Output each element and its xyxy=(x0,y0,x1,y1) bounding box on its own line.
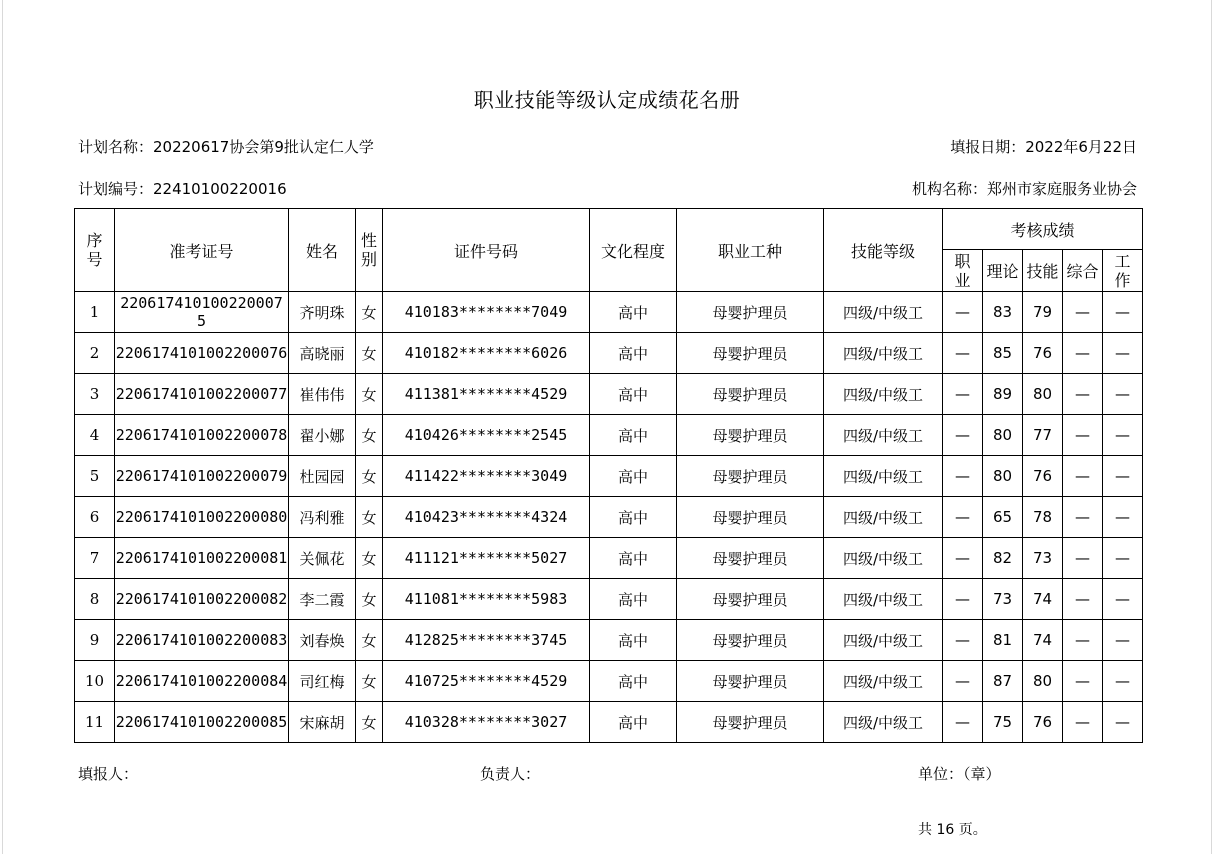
cell-theory: 87 xyxy=(983,661,1023,702)
cell-theory: 83 xyxy=(983,292,1023,333)
header-work: 工作 xyxy=(1103,250,1143,292)
cell-overall: — xyxy=(1063,620,1103,661)
cell-skill-level: 四级/中级工 xyxy=(824,661,943,702)
cell-id-number: 411081********5983 xyxy=(383,579,590,620)
table-row xyxy=(75,579,1143,620)
cell-education: 高中 xyxy=(590,702,677,743)
cell-overall: — xyxy=(1063,456,1103,497)
cell-skill: 80 xyxy=(1023,661,1063,702)
cell-occupation: 母婴护理员 xyxy=(677,456,824,497)
cell-seq: 7 xyxy=(75,538,115,579)
header-name: 姓名 xyxy=(289,209,356,292)
cell-occupation: 母婴护理员 xyxy=(677,620,824,661)
cell-work: — xyxy=(1103,620,1143,661)
cell-occupational: — xyxy=(943,456,983,497)
cell-skill: 78 xyxy=(1023,497,1063,538)
cell-occupational: — xyxy=(943,292,983,333)
cell-id-number: 410725********4529 xyxy=(383,661,590,702)
cell-occupation: 母婴护理员 xyxy=(677,579,824,620)
cell-skill: 74 xyxy=(1023,620,1063,661)
cell-name: 高晓丽 xyxy=(289,333,356,374)
cell-skill-level: 四级/中级工 xyxy=(824,292,943,333)
cell-occupation: 母婴护理员 xyxy=(677,702,824,743)
cell-ticket: 2206174101002200081 xyxy=(115,538,289,579)
cell-occupational: — xyxy=(943,620,983,661)
header-ticket: 准考证号 xyxy=(115,209,289,292)
cell-theory: 65 xyxy=(983,497,1023,538)
table-row xyxy=(75,374,1143,415)
cell-education: 高中 xyxy=(590,579,677,620)
page-title: 职业技能等级认定成绩花名册 xyxy=(473,88,741,112)
cell-name: 关佩花 xyxy=(289,538,356,579)
organization-name: 机构名称：郑州市家庭服务业协会 xyxy=(911,180,1137,198)
cell-ticket: 2206174101002200076 xyxy=(115,333,289,374)
cell-occupation: 母婴护理员 xyxy=(677,415,824,456)
table-row xyxy=(75,702,1143,743)
cell-theory: 73 xyxy=(983,579,1023,620)
cell-education: 高中 xyxy=(590,374,677,415)
cell-ticket: 220617410100220007 5 xyxy=(115,292,289,333)
cell-skill: 73 xyxy=(1023,538,1063,579)
score-roster-table xyxy=(74,208,1143,743)
cell-skill: 74 xyxy=(1023,579,1063,620)
cell-skill-level: 四级/中级工 xyxy=(824,415,943,456)
cell-gender: 女 xyxy=(356,661,383,702)
plan-name: 计划名称：20220617协会第9批认定仁人学 xyxy=(78,138,374,156)
responsible-label: 负责人： xyxy=(480,765,541,783)
cell-education: 高中 xyxy=(590,661,677,702)
cell-work: — xyxy=(1103,415,1143,456)
cell-overall: — xyxy=(1063,702,1103,743)
header-theory: 理论 xyxy=(983,250,1023,292)
table-row xyxy=(75,538,1143,579)
cell-occupational: — xyxy=(943,538,983,579)
cell-education: 高中 xyxy=(590,415,677,456)
cell-skill-level: 四级/中级工 xyxy=(824,538,943,579)
cell-gender: 女 xyxy=(356,538,383,579)
table-row xyxy=(75,333,1143,374)
cell-id-number: 411422********3049 xyxy=(383,456,590,497)
cell-name: 齐明珠 xyxy=(289,292,356,333)
cell-gender: 女 xyxy=(356,292,383,333)
cell-ticket: 2206174101002200080 xyxy=(115,497,289,538)
cell-id-number: 410426********2545 xyxy=(383,415,590,456)
header-occupation: 职业工种 xyxy=(677,209,824,292)
cell-occupation: 母婴护理员 xyxy=(677,333,824,374)
cell-ticket: 2206174101002200084 xyxy=(115,661,289,702)
page-edge-left xyxy=(2,0,3,854)
cell-occupation: 母婴护理员 xyxy=(677,292,824,333)
cell-ticket: 2206174101002200085 xyxy=(115,702,289,743)
cell-overall: — xyxy=(1063,374,1103,415)
filler-label: 填报人： xyxy=(78,765,139,783)
cell-overall: — xyxy=(1063,538,1103,579)
table-row xyxy=(75,497,1143,538)
cell-education: 高中 xyxy=(590,456,677,497)
cell-seq: 9 xyxy=(75,620,115,661)
cell-id-number: 410423********4324 xyxy=(383,497,590,538)
cell-work: — xyxy=(1103,661,1143,702)
header-education: 文化程度 xyxy=(590,209,677,292)
cell-gender: 女 xyxy=(356,374,383,415)
table-row xyxy=(75,456,1143,497)
cell-ticket: 2206174101002200079 xyxy=(115,456,289,497)
header-score-group: 考核成绩 xyxy=(943,209,1143,250)
header-overall: 综合 xyxy=(1063,250,1103,292)
cell-occupational: — xyxy=(943,333,983,374)
cell-name: 刘春焕 xyxy=(289,620,356,661)
cell-overall: — xyxy=(1063,292,1103,333)
cell-name: 李二霞 xyxy=(289,579,356,620)
table-row xyxy=(75,661,1143,702)
cell-work: — xyxy=(1103,497,1143,538)
cell-theory: 80 xyxy=(983,456,1023,497)
cell-seq: 10 xyxy=(75,661,115,702)
cell-gender: 女 xyxy=(356,333,383,374)
unit-seal-label: 单位：（章） xyxy=(918,765,1001,783)
cell-skill-level: 四级/中级工 xyxy=(824,579,943,620)
header-skill: 技能 xyxy=(1023,250,1063,292)
cell-seq: 3 xyxy=(75,374,115,415)
cell-work: — xyxy=(1103,538,1143,579)
cell-occupational: — xyxy=(943,497,983,538)
cell-occupational: — xyxy=(943,579,983,620)
cell-name: 崔伟伟 xyxy=(289,374,356,415)
cell-gender: 女 xyxy=(356,702,383,743)
cell-theory: 85 xyxy=(983,333,1023,374)
cell-skill: 76 xyxy=(1023,456,1063,497)
cell-skill-level: 四级/中级工 xyxy=(824,497,943,538)
header-gender: 性别 xyxy=(356,209,383,292)
cell-occupational: — xyxy=(943,702,983,743)
cell-seq: 4 xyxy=(75,415,115,456)
cell-ticket: 2206174101002200083 xyxy=(115,620,289,661)
page-count: 共 16 页。 xyxy=(918,822,987,838)
cell-skill: 77 xyxy=(1023,415,1063,456)
cell-name: 宋麻胡 xyxy=(289,702,356,743)
roster-body xyxy=(75,292,1143,743)
cell-name: 翟小娜 xyxy=(289,415,356,456)
header-seq: 序号 xyxy=(75,209,115,292)
header-id-number: 证件号码 xyxy=(383,209,590,292)
cell-occupational: — xyxy=(943,374,983,415)
cell-work: — xyxy=(1103,579,1143,620)
cell-name: 冯利雅 xyxy=(289,497,356,538)
cell-work: — xyxy=(1103,702,1143,743)
cell-education: 高中 xyxy=(590,620,677,661)
cell-skill-level: 四级/中级工 xyxy=(824,333,943,374)
cell-id-number: 410183********7049 xyxy=(383,292,590,333)
cell-ticket: 2206174101002200077 xyxy=(115,374,289,415)
cell-id-number: 412825********3745 xyxy=(383,620,590,661)
fill-date: 填报日期：2022年6月22日 xyxy=(950,138,1137,156)
cell-skill-level: 四级/中级工 xyxy=(824,374,943,415)
cell-id-number: 411121********5027 xyxy=(383,538,590,579)
cell-occupational: — xyxy=(943,661,983,702)
cell-skill: 79 xyxy=(1023,292,1063,333)
cell-overall: — xyxy=(1063,661,1103,702)
table-row xyxy=(75,292,1143,333)
cell-theory: 82 xyxy=(983,538,1023,579)
cell-education: 高中 xyxy=(590,538,677,579)
cell-theory: 80 xyxy=(983,415,1023,456)
page-edge-right xyxy=(1211,0,1212,854)
cell-theory: 81 xyxy=(983,620,1023,661)
cell-skill: 80 xyxy=(1023,374,1063,415)
cell-skill-level: 四级/中级工 xyxy=(824,456,943,497)
cell-skill-level: 四级/中级工 xyxy=(824,620,943,661)
cell-skill-level: 四级/中级工 xyxy=(824,702,943,743)
cell-gender: 女 xyxy=(356,415,383,456)
cell-skill: 76 xyxy=(1023,333,1063,374)
cell-id-number: 411381********4529 xyxy=(383,374,590,415)
cell-overall: — xyxy=(1063,415,1103,456)
cell-skill: 76 xyxy=(1023,702,1063,743)
header-skill-level: 技能等级 xyxy=(824,209,943,292)
cell-overall: — xyxy=(1063,497,1103,538)
cell-ticket: 2206174101002200078 xyxy=(115,415,289,456)
cell-gender: 女 xyxy=(356,620,383,661)
cell-seq: 6 xyxy=(75,497,115,538)
cell-id-number: 410328********3027 xyxy=(383,702,590,743)
cell-ticket: 2206174101002200082 xyxy=(115,579,289,620)
cell-seq: 2 xyxy=(75,333,115,374)
cell-education: 高中 xyxy=(590,497,677,538)
cell-gender: 女 xyxy=(356,497,383,538)
cell-seq: 11 xyxy=(75,702,115,743)
header-occupational: 职业 xyxy=(943,250,983,292)
cell-overall: — xyxy=(1063,579,1103,620)
cell-seq: 8 xyxy=(75,579,115,620)
cell-theory: 89 xyxy=(983,374,1023,415)
cell-work: — xyxy=(1103,333,1143,374)
cell-id-number: 410182********6026 xyxy=(383,333,590,374)
table-row xyxy=(75,415,1143,456)
cell-occupation: 母婴护理员 xyxy=(677,538,824,579)
cell-education: 高中 xyxy=(590,333,677,374)
cell-theory: 75 xyxy=(983,702,1023,743)
cell-occupation: 母婴护理员 xyxy=(677,661,824,702)
cell-occupational: — xyxy=(943,415,983,456)
cell-education: 高中 xyxy=(590,292,677,333)
plan-number: 计划编号：22410100220016 xyxy=(78,180,287,198)
cell-work: — xyxy=(1103,456,1143,497)
cell-work: — xyxy=(1103,374,1143,415)
cell-gender: 女 xyxy=(356,579,383,620)
cell-work: — xyxy=(1103,292,1143,333)
cell-seq: 1 xyxy=(75,292,115,333)
cell-overall: — xyxy=(1063,333,1103,374)
cell-gender: 女 xyxy=(356,456,383,497)
cell-seq: 5 xyxy=(75,456,115,497)
cell-name: 司红梅 xyxy=(289,661,356,702)
cell-occupation: 母婴护理员 xyxy=(677,497,824,538)
table-row xyxy=(75,620,1143,661)
cell-occupation: 母婴护理员 xyxy=(677,374,824,415)
cell-name: 杜园园 xyxy=(289,456,356,497)
